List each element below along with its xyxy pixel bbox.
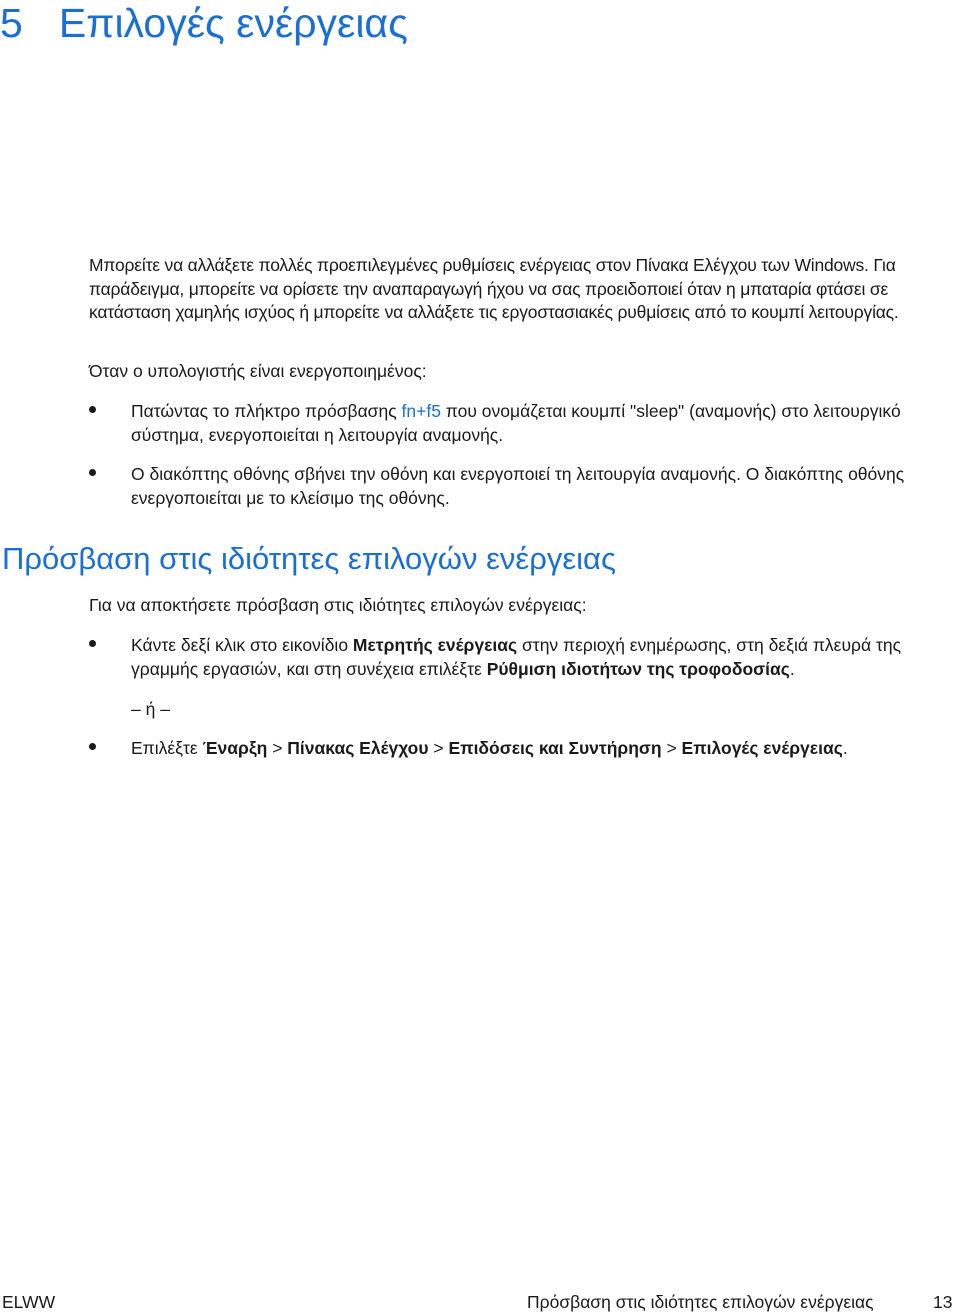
menu-path-control-panel: Πίνακας Ελέγχου	[287, 738, 429, 758]
bullet-display-switch: Ο διακόπτης οθόνης σβήνει την οθόνη και ενεργοποιεί τη λειτουργία αναμονής. Ο διακόπτης οθόνης ενεργοποιείται με το κλείσιμο της οθόνης.	[131, 464, 905, 508]
power-properties-label: Ρύθμιση ιδιοτήτων της τροφοδοσίας	[486, 658, 790, 679]
bullet-dot	[89, 743, 96, 750]
fn-f5-key-link[interactable]: fn+f5	[401, 401, 441, 421]
menu-path-start: Έναρξη	[202, 738, 268, 758]
bullet-text: .	[789, 658, 795, 679]
power-meter-label: Μετρητής ενέργειας	[352, 635, 518, 655]
bullet-text: Επιλέξτε	[131, 738, 203, 758]
bullet-start-menu-path	[131, 737, 946, 761]
bullet-text: Κάντε δεξί κλικ στο εικονίδιο	[131, 635, 353, 655]
bullet-text: .	[842, 738, 848, 758]
chapter-title-text: Επιλογές ενέργειας	[58, 0, 408, 46]
path-separator: >	[661, 738, 682, 758]
section-intro: Για να αποκτήσετε πρόσβαση στις ιδιότητες επιλογών ενέργειας:	[89, 595, 587, 615]
bullet-sleep-key	[131, 400, 946, 447]
bullet-dot	[89, 640, 96, 647]
section-title: Πρόσβαση στις ιδιότητες επιλογών ενέργειας	[2, 541, 616, 576]
intro-paragraph: Μπορείτε να αλλάξετε πολλές προεπιλεγμένες ρυθμίσεις ενέργειας στον Πίνακα Ελέγχου των Windows. Για παράδειγμα, μπορείτε να ορίσετε την αναπαραγωγή ήχου να σας προειδοποιεί όταν η μπαταρία φτάσει σε κατάσταση χαμηλής ισχύος ή μπορείτε να αλλάξετε τις εργοστασιακές ρυθμίσεις από το κουμπί λειτουργίας.	[89, 255, 899, 322]
footer-left-code: ELWW	[2, 1292, 56, 1312]
footer-section-title: Πρόσβαση στις ιδιότητες επιλογών ενέργειας	[527, 1292, 874, 1312]
bullet-sleep-key-text-2: που ονομάζεται κουμπί "sleep" (αναμονής) στο λειτουργικό σύστημα, ενεργοποιείται η λειτουργία αναμονής.	[131, 401, 901, 445]
bullet-right-click-meter	[131, 634, 946, 681]
bullet-text: στην περιοχή ενημέρωσης, στη δεξιά πλευρά της γραμμής εργασιών, και στη συνέχεια επιλέξτε	[131, 635, 902, 679]
bullet-dot	[89, 406, 96, 413]
menu-path-performance: Επιδόσεις και Συντήρηση	[448, 738, 662, 758]
path-separator: >	[267, 738, 288, 758]
bullet-sleep-key-text: Πατώντας το πλήκτρο πρόσβασης	[131, 401, 402, 421]
menu-path-power-options: Επιλογές ενέργειας	[681, 738, 843, 758]
when-on-label: Όταν ο υπολογιστής είναι ενεργοποιημένος:	[89, 361, 427, 381]
footer-page-number: 13	[933, 1292, 953, 1312]
or-separator: – ή –	[131, 699, 170, 719]
chapter-title	[0, 0, 408, 46]
chapter-number: 5	[0, 0, 23, 46]
bullet-dot	[89, 469, 96, 476]
path-separator: >	[428, 738, 449, 758]
